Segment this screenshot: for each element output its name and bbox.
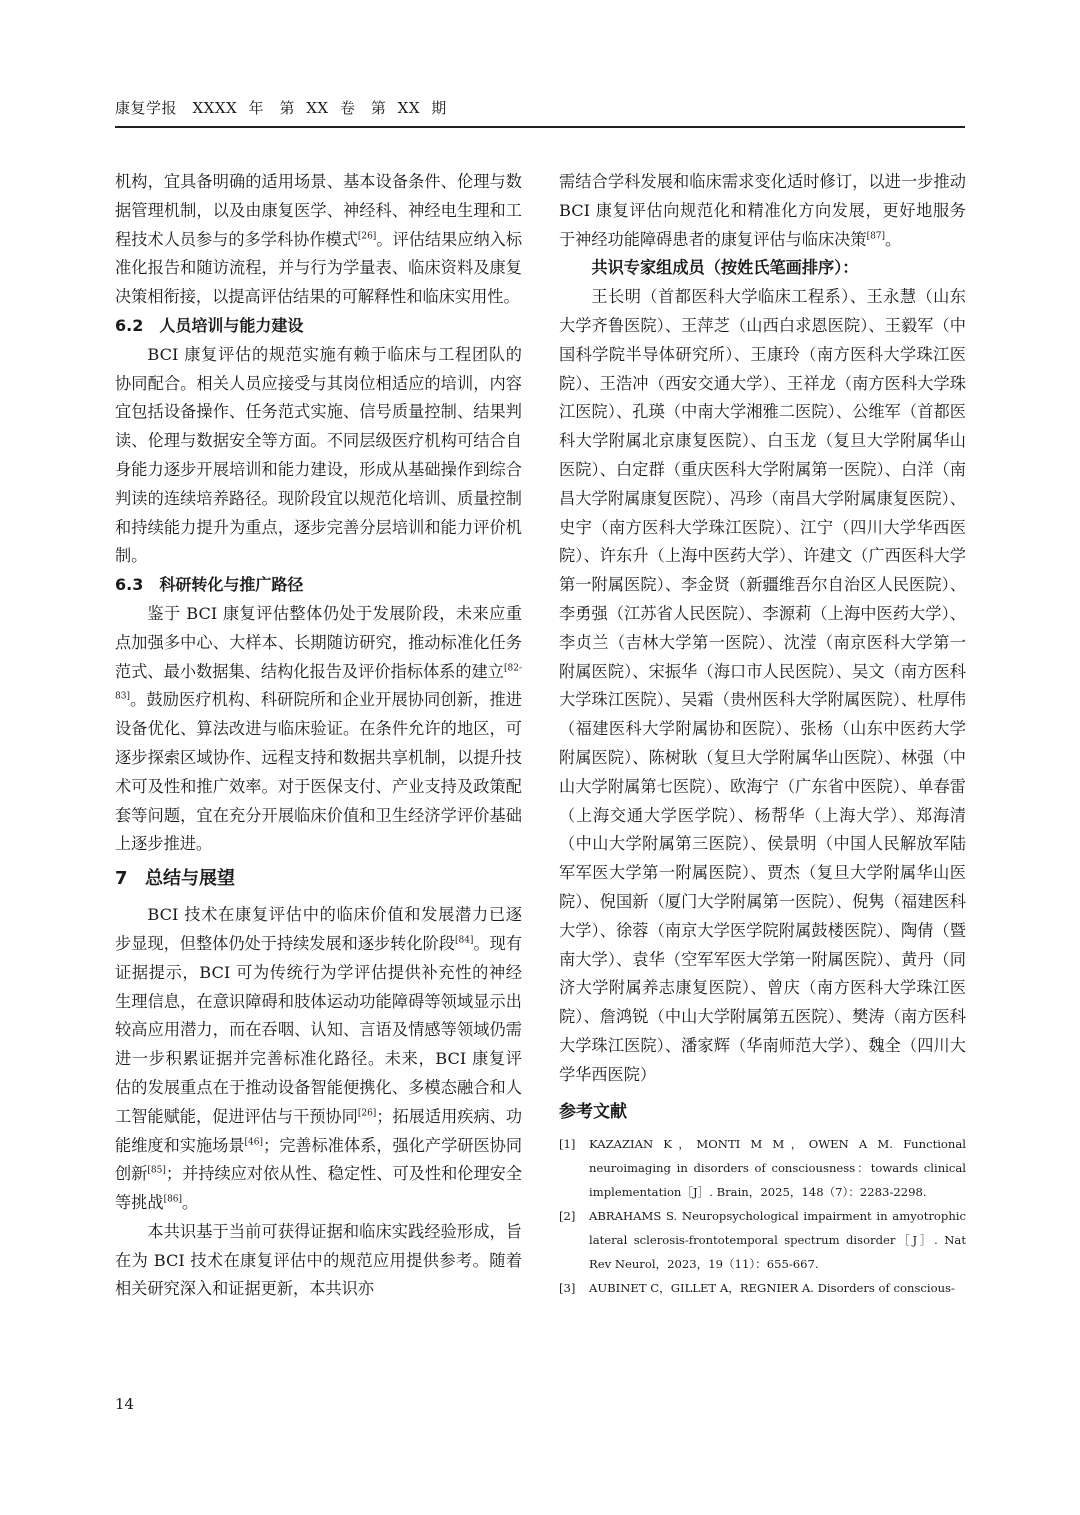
section-number: 7 bbox=[115, 868, 128, 890]
paragraph: 鉴于 BCI 康复评估整体仍处于发展阶段，未来应重点加强多中心、大样本、长期随访研究，推动标准化任务范式、最小数据集、结构化报告及评价指标体系的建立[82-83]。鼓励医疗机构、科研院所和企业开展协同创新，推进设备优化、算法改进与临床验证。在条件允许的地区，可逐步探索区域协作、远程支持和数据共享机制，以提升技术可及性和推广效率。对于医保支付、产业支持及政策配套等问题，宜在充分开展临床价值和卫生经济学评价基础上逐步推进。 bbox=[115, 603, 522, 854]
paragraph: BCI 康复评估的规范实施有赖于临床与工程团队的协同配合。相关人员应接受与其岗位相适应的培训，内容宜包括设备操作、任务范式实施、信号质量控制、结果判读、伦理与数据安全等方面。不同层级医疗机构可结合自身能力逐步开展培训和能力建设，形成从基础操作到综合判读的连续培养路径。现阶段宜以规范化培训、质量控制和持续能力提升为重点，逐步完善分层培训和能力评价机制。 bbox=[115, 344, 522, 566]
right-column bbox=[559, 168, 966, 1300]
citation[interactable]: [86] bbox=[163, 1194, 183, 1205]
paragraph: BCI 技术在康复评估中的临床价值和发展潜力已逐步显现，但整体仍处于持续发展和逐步转化阶段[84]。现有证据提示，BCI 可为传统行为学评估提供补充性的神经生理信息，在意识障碍和肢体运动功能障碍等领域显示出较高应用潜力，而在吞咽、认知、言语及情感等领域仍需进一步积累证据并完善标准化路径。未来，BCI 康复评估的发展重点在于推动设备智能便携化、多模态融合和人工智能赋能，促进评估与干预协同[26]；拓展适用疾病、功能维度和实施场景[46]；完善标准体系，强化产学研医协同创新[85]；并持续应对依从性、稳定性、可及性和伦理安全等挑战[86]。 bbox=[115, 905, 523, 1213]
left-column bbox=[115, 168, 522, 1304]
section-6-2-title: 6.2 人员培训与能力建设 bbox=[115, 315, 304, 335]
paragraph: 需结合学科发展和临床需求变化适时修订，以进一步推动 BCI 康复评估向规范化和精准化方向发展，更好地服务于神经功能障碍患者的康复评估与临床决策[87]。 bbox=[559, 172, 966, 249]
section-6-3-title: 6.3 科研转化与推广路径 bbox=[115, 575, 304, 595]
reference-item bbox=[559, 1204, 966, 1276]
reference-text: AUBINET C，GILLET A，REGNIER A. Disorders of conscious- bbox=[589, 1280, 955, 1295]
citation[interactable]: [46] bbox=[244, 1137, 263, 1148]
references-title: 参考文献 bbox=[559, 1101, 627, 1122]
citation[interactable]: [85] bbox=[147, 1165, 166, 1176]
section-7-title: 7 总结与展望 bbox=[115, 865, 522, 893]
citation[interactable]: [84] bbox=[454, 935, 474, 946]
citation[interactable]: [82-83] bbox=[115, 663, 522, 702]
experts-title: 共识专家组成员（按姓氏笔画排序）： bbox=[591, 258, 859, 278]
reference-text: KAZAZIAN K，MONTI M M，OWEN A M. Functional neuroimaging in disorders of consciousness：towards clinical implementation［J］. Brain，2025，148（7）：2283-2298. bbox=[589, 1136, 966, 1199]
reference-list bbox=[559, 1132, 966, 1300]
paragraph: 机构，宜具备明确的适用场景、基本设备条件、伦理与数据管理机制，以及由康复医学、神经科、神经电生理和工程技术人员参与的多学科协作模式[26]。评估结果应纳入标准化报告和随访流程，并与行为学量表、临床资料及康复决策相衔接，以提高评估结果的可解释性和临床实用性。 bbox=[115, 172, 523, 307]
page-number: 14 bbox=[115, 1395, 135, 1413]
citation[interactable]: [26] bbox=[357, 1108, 377, 1119]
header-rule bbox=[115, 126, 965, 128]
citation[interactable]: [26] bbox=[357, 231, 377, 242]
reference-item bbox=[559, 1132, 966, 1204]
reference-number: [3] bbox=[559, 1280, 576, 1295]
reference-number: [1] bbox=[559, 1136, 576, 1151]
citation[interactable]: [87] bbox=[866, 231, 886, 242]
reference-number: [2] bbox=[559, 1208, 576, 1223]
experts-list: 王长明（首都医科大学临床工程系）、王永慧（山东大学齐鲁医院）、王萍芝（山西白求恩医院）、王毅军（中国科学院半导体研究所）、王康玲（南方医科大学珠江医院）、王浩冲（西安交通大学）、王祥龙（南方医科大学珠江医院）、孔瑛（中南大学湘雅二医院）、公维军（首都医科大学附属北京康复医院）、白玉龙（复旦大学附属华山医院）、白定群（重庆医科大学附属第一医院）、白洋（南昌大学附属康复医院）、冯珍（南昌大学附属康复医院）、史宇（南方医科大学珠江医院）、江宁（四川大学华西医院）、许东升（上海中医药大学）、许建文（广西医科大学第一附属医院）、李金贤（新疆维吾尔自治区人民医院）、李勇强（江苏省人民医院）、李源莉（上海中医药大学）、李贞兰（吉林大学第一医院）、沈滢（南京医科大学第一附属医院）、宋振华（海口市人民医院）、吴文（南方医科大学珠江医院）、吴霜（贵州医科大学附属医院）、杜厚伟（福建医科大学附属协和医院）、张杨（山东中医药大学附属医院）、陈树耿（复旦大学附属华山医院）、林强（中山大学附属第七医院）、欧海宁（广东省中医院）、单春雷（上海交通大学医学院）、杨帮华（上海大学）、郑海清（中山大学附属第三医院）、侯景明（中国人民解放军陆军军医大学第一附属医院）、贾杰（复旦大学附属华山医院）、倪国新（厦门大学附属第一医院）、倪隽（福建医科大学）、徐蓉（南京大学医学院附属鼓楼医院）、陶倩（暨南大学）、袁华（空军军医大学第一附属医院）、黄丹（同济大学附属养志康复医院）、曾庆（南方医科大学珠江医院）、詹鸿锐（中山大学附属第五医院）、樊涛（南方医科大学珠江医院）、潘家辉（华南师范大学）、魏全（四川大学华西医院） bbox=[559, 287, 966, 1084]
reference-text: ABRAHAMS S. Neuropsychological impairment in amyotrophic lateral sclerosis-frontotemporal spectrum disorder［J］. Nat Rev Neurol，2023，19（11）：655-667. bbox=[589, 1208, 966, 1271]
paragraph: 本共识基于当前可获得证据和临床实践经验形成，旨在为 BCI 技术在康复评估中的规范应用提供参考。随着相关研究深入和证据更新，本共识亦 bbox=[115, 1221, 522, 1299]
reference-item bbox=[559, 1276, 966, 1300]
running-header: 康复学报 XXXX 年 第 XX 卷 第 XX 期 bbox=[115, 99, 447, 117]
